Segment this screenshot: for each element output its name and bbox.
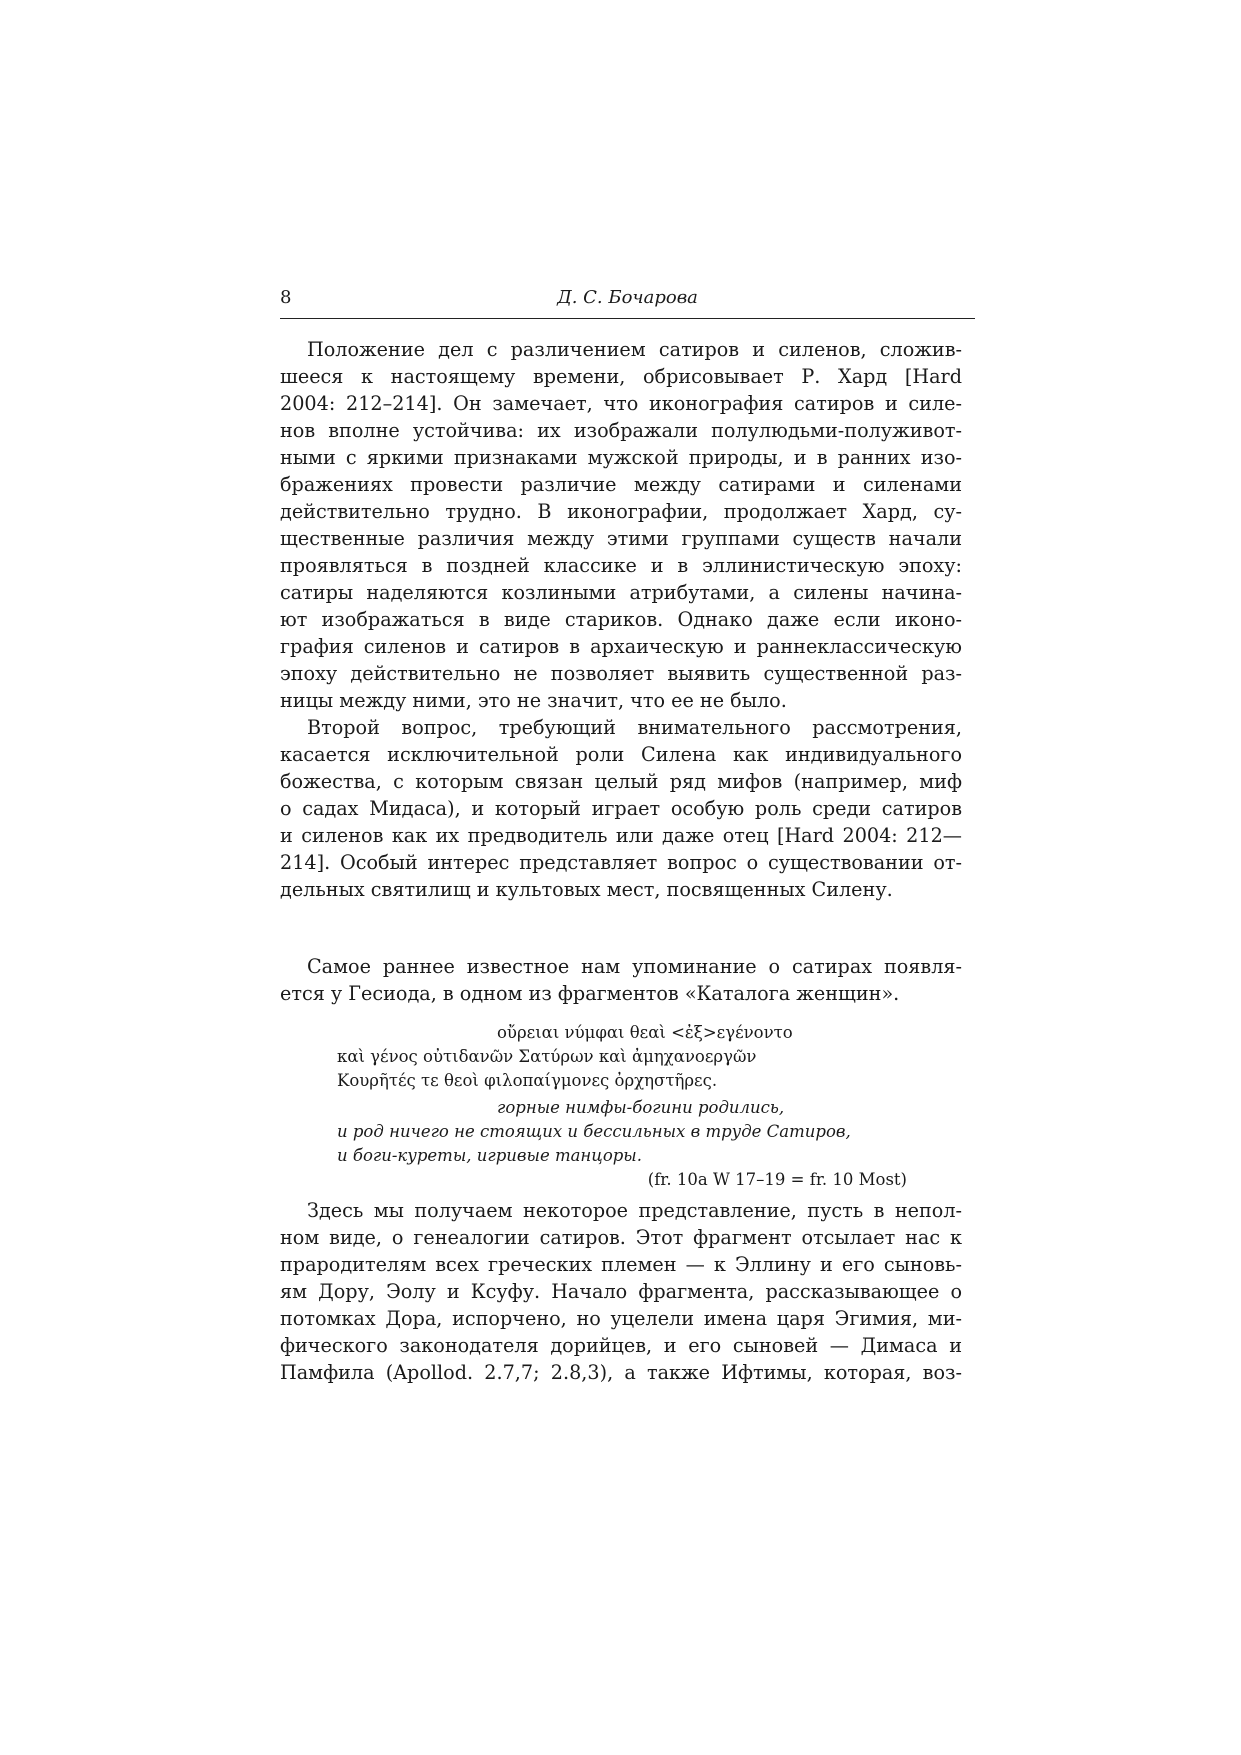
paragraph-line: Положение дел с различением сатиров и силенов, сложив- <box>307 338 962 361</box>
paragraph-line: Самое раннее известное нам упоминание о сатирах появля- <box>307 955 962 978</box>
paragraph-line: графия силенов и сатиров в архаическую и раннеклассическую <box>280 635 962 658</box>
paragraph-line: Второй вопрос, требующий внимательного рассмотрения, <box>307 716 962 739</box>
paragraph-line: сатиры наделяются козлиными атрибутами, а силены начина- <box>280 581 962 604</box>
paragraph-line: прародителям всех греческих племен — к Эллину и его сыновь- <box>280 1253 962 1276</box>
paragraph-line: дельных святилищ и культовых мест, посвященных Силену. <box>280 878 893 901</box>
paragraph-1 <box>280 336 962 714</box>
greek-verse-line: καὶ γένος οὐτιδανῶν Σατύρων καὶ ἀμηχανοεργῶν <box>337 1047 757 1066</box>
paragraph-line: ют изображаться в виде стариков. Однако даже если иконо- <box>280 608 962 631</box>
translation-line: горные нимфы-богини родились, <box>497 1098 785 1117</box>
paragraph-line: 214]. Особый интерес представляет вопрос о существовании от- <box>280 851 962 874</box>
paragraph-line: действительно трудно. В иконографии, продолжает Хард, су- <box>280 500 962 523</box>
paragraph-line: щественные различия между этими группами существ начали <box>280 527 962 550</box>
paragraph-line: божества, с которым связан целый ряд мифов (например, миф <box>280 770 962 793</box>
paragraph-2 <box>280 714 962 903</box>
paragraph-line: Памфила (Apollod. 2.7,7; 2.8,3), а также Ифтимы, которая, воз- <box>280 1361 962 1384</box>
paragraph-line: проявляться в поздней классике и в эллинистическую эпоху: <box>280 554 962 577</box>
paragraph-line: ям Дору, Эолу и Ксуфу. Начало фрагмента, рассказывающее о <box>280 1280 962 1303</box>
paragraph-3 <box>280 953 962 1007</box>
paragraph-line: 2004: 212–214]. Он замечает, что иконография сатиров и силе- <box>280 392 962 415</box>
paragraph-line: о садах Мидаса), и который играет особую роль среди сатиров <box>280 797 962 820</box>
translation-line: и род ничего не стоящих и бессильных в труде Сатиров, <box>337 1122 851 1141</box>
paragraph-line: ницы между ними, это не значит, что ее не было. <box>280 689 787 712</box>
paragraph-line: ется у Гесиода, в одном из фрагментов «Каталога женщин». <box>280 982 900 1005</box>
paragraph-line: ном виде, о генеалогии сатиров. Этот фрагмент отсылает нас к <box>280 1226 962 1249</box>
paragraph-line: бражениях провести различие между сатирами и силенами <box>280 473 962 496</box>
translation-line: и боги-куреты, игривые танцоры. <box>337 1146 642 1165</box>
page-number: 8 <box>280 287 292 308</box>
paragraph-line: фического законодателя дорийцев, и его сыновей — Димаса и <box>280 1334 962 1357</box>
quotation-source: (fr. 10a W 17–19 = fr. 10 Most) <box>647 1170 907 1189</box>
paragraph-4 <box>280 1197 962 1386</box>
paragraph-line: нов вполне устойчива: их изображали полулюдьми-полуживот- <box>280 419 962 442</box>
verse-quotation <box>337 1021 907 1192</box>
running-header <box>280 286 975 319</box>
running-author: Д. С. Бочарова <box>557 287 698 308</box>
paragraph-line: эпоху действительно не позволяет выявить существенной раз- <box>280 662 962 685</box>
paragraph-line: ными с яркими признаками мужской природы, и в ранних изо- <box>280 446 962 469</box>
paragraph-line: шееся к настоящему времени, обрисовывает Р. Хард [Hard <box>280 365 962 388</box>
paragraph-line: касается исключительной роли Силена как индивидуального <box>280 743 962 766</box>
paragraph-line: и силенов как их предводитель или даже отец [Hard 2004: 212— <box>280 824 962 847</box>
paragraph-line: потомках Дора, испорчено, но уцелели имена царя Эгимия, ми- <box>280 1307 962 1330</box>
paragraph-line: Здесь мы получаем некоторое представление, пусть в непол- <box>307 1199 962 1222</box>
greek-verse-line: Κουρῆτές τε θεοὶ φιλοπαίγμονες ὀρχηστῆρες. <box>337 1071 718 1090</box>
greek-verse-line: οὔρειαι νύμφαι θεαὶ <ἐξ>εγένοντο <box>497 1023 793 1042</box>
